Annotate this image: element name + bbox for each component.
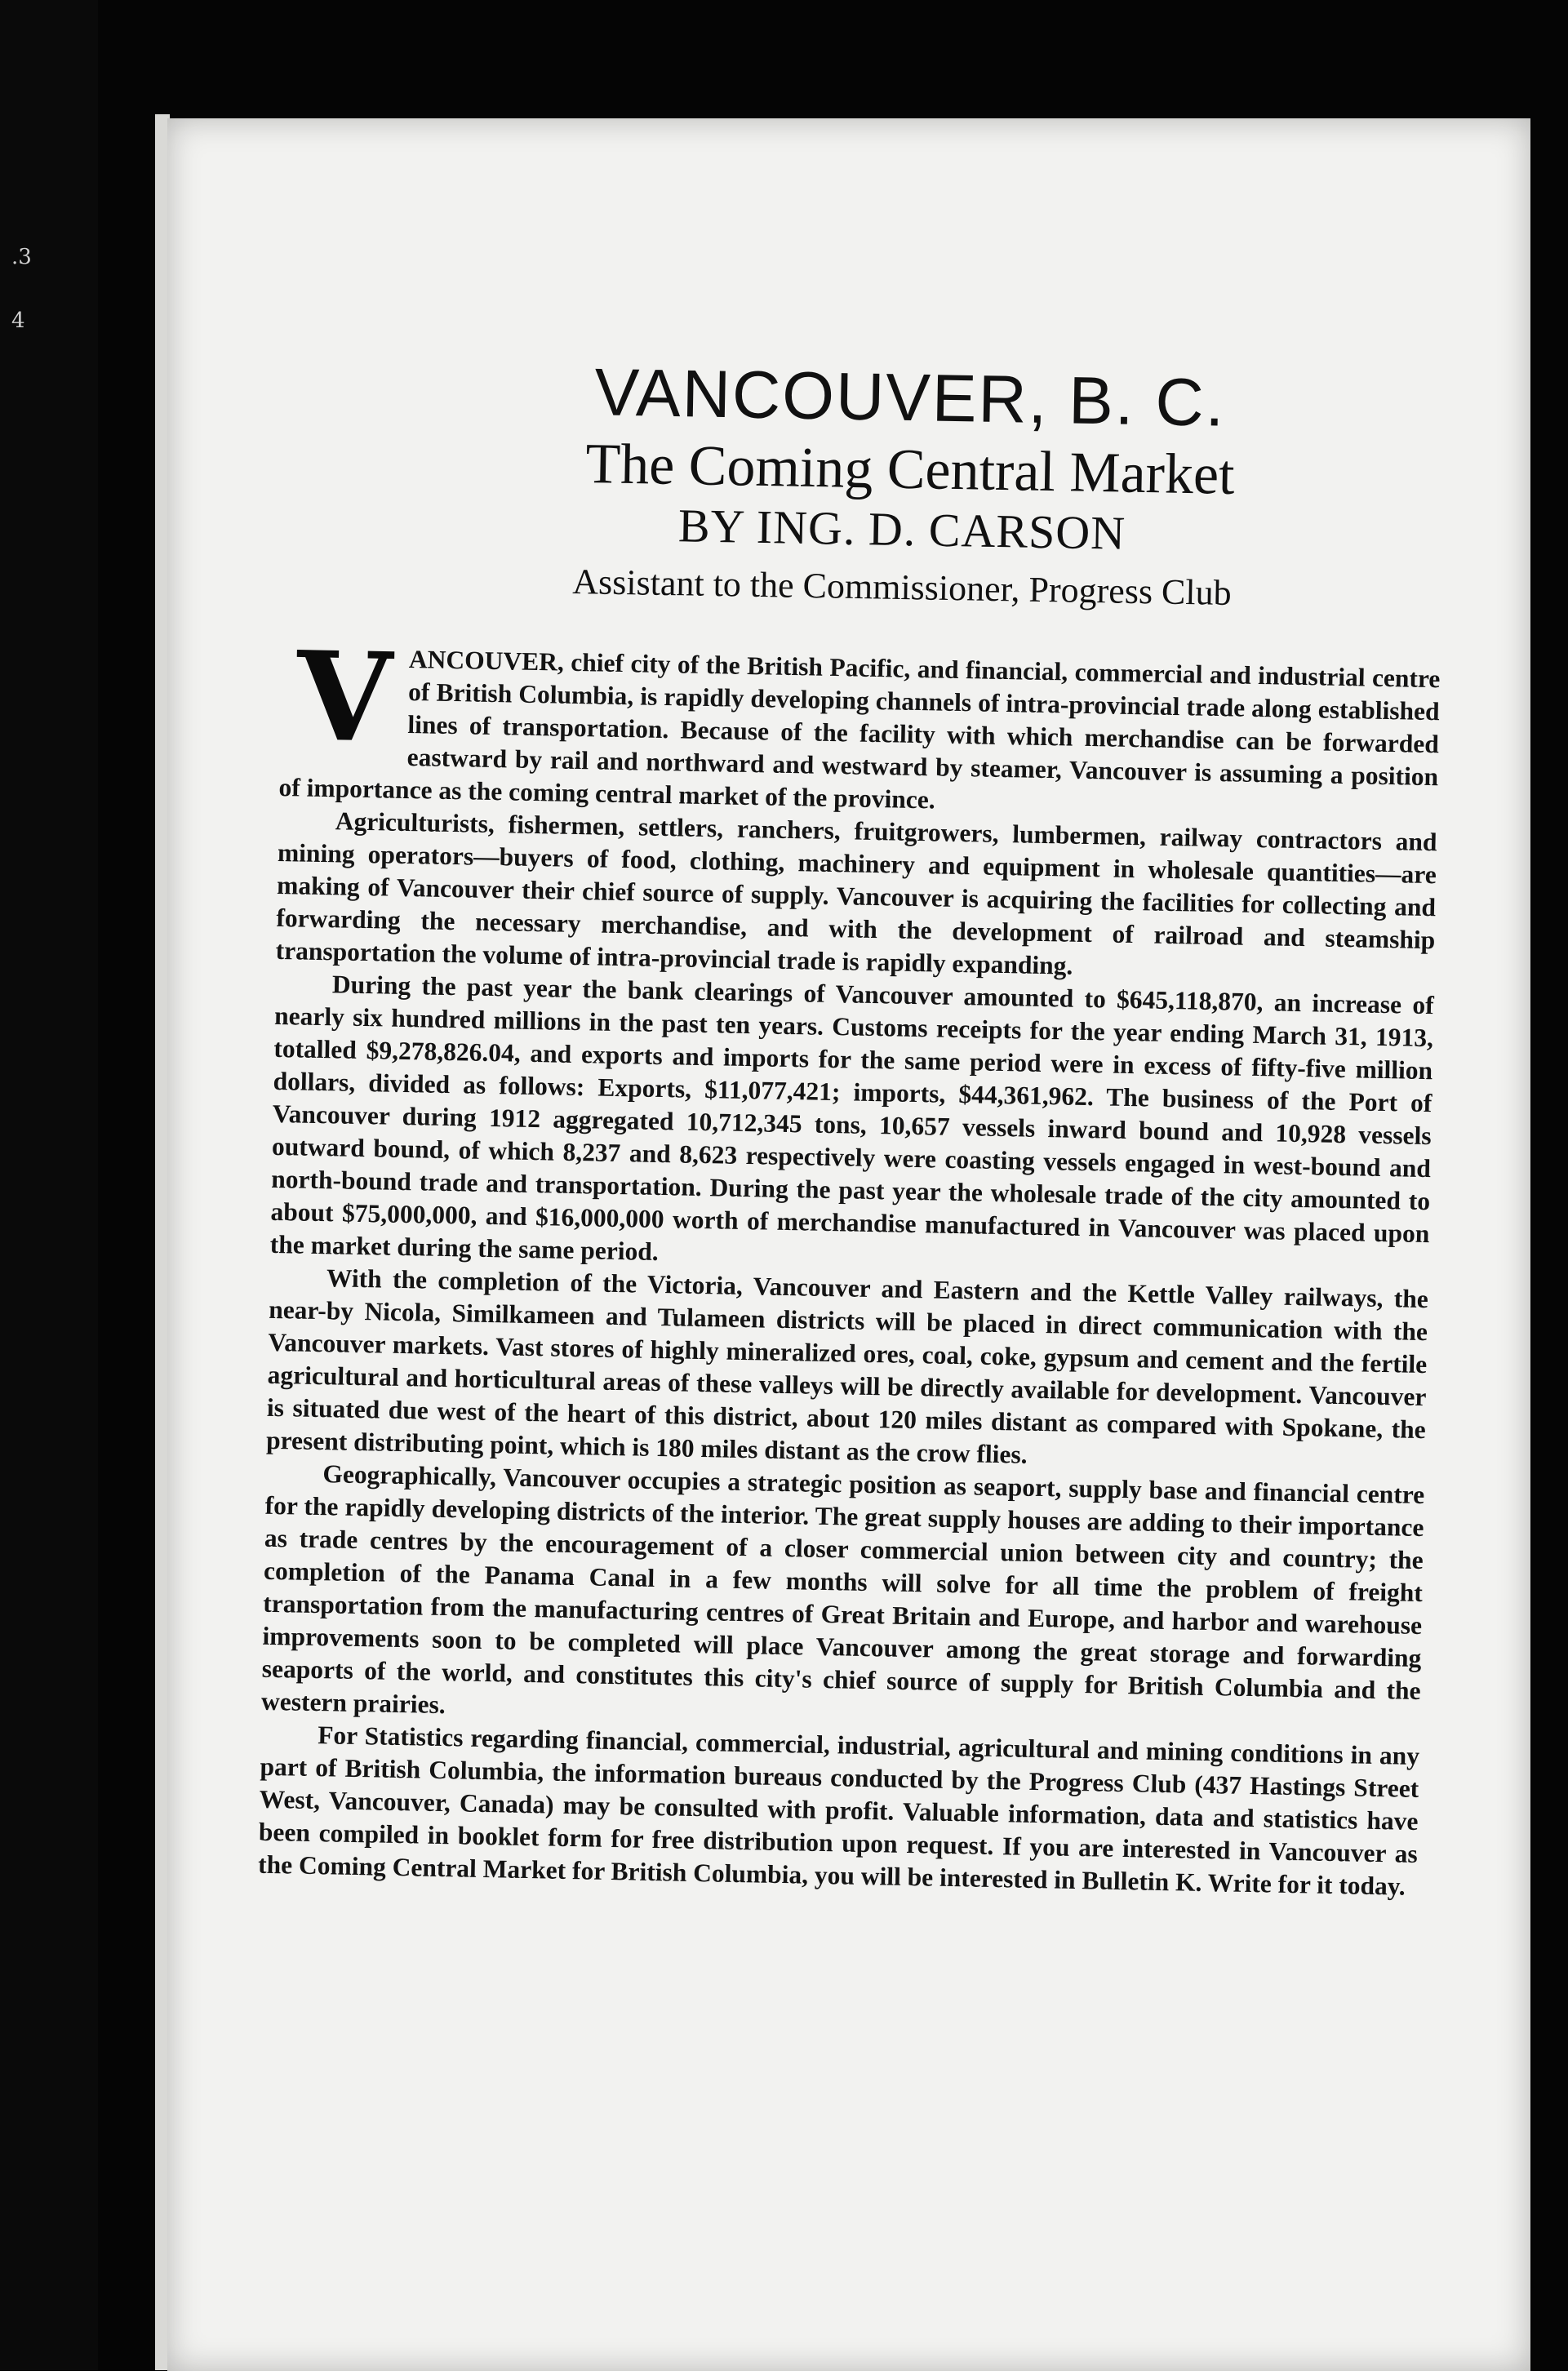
- paragraph-4: With the completion of the Victoria, Vancouver and Eastern and the Kettle Valley railways, the near-by Nicola, Similkameen and Tulameen districts will be placed in direct communication with the Vancouver markets. Vast stores of highly mineralized ores, coal, coke, gypsum and cement and the fertile agricultural and horticultural areas of these valleys will be directly available for development. Vancouver is situated due west of the heart of this district, about 120 miles distant as compared with Spokane, the present distributing point, which is 180 miles distant as the crow flies.: [265, 1263, 1429, 1469]
- paragraph-1: [278, 624, 1441, 826]
- document-page: [167, 118, 1530, 2371]
- drop-cap: V: [295, 624, 393, 770]
- article-byline: BY ING. D. CARSON: [677, 498, 1126, 560]
- margin-mark: .3: [11, 245, 32, 269]
- paragraph-5: Geographically, Vancouver occupies a strategic position as seaport, supply base and financial centre for the rapidly developing districts of the interior. The great supply houses are adding to their importance as trade centres by the encouragement of a closer commercial union between city and country; the completion of the Panama Canal in a few months will solve for all time the problem of freight transportation from the manufacturing centres of Great Britain and Europe, and harbor and warehouse improvements soon to be completed will place Vancouver among the great storage and forwarding seaports of the world, and constitutes this city's chief source of supply for British Columbia and the western prairies.: [260, 1459, 1425, 1720]
- paragraph-2: Agriculturists, fishermen, settlers, ranchers, fruitgrowers, lumbermen, railway contractors and mining operators—buyers of food, clothing, machinery and equipment in wholesale quantities—are making of Vancouver their chief source of supply. Vancouver is acquiring the facilities for collecting and forwarding the necessary merchandise, and with the development of railroad and steamship transportation the volume of intra-provincial trade is rapidly expanding.: [275, 806, 1437, 980]
- paragraph-6: For Statistics regarding financial, commercial, industrial, agricultural and mining conditions in any part of British Columbia, the information bureaus conducted by the Progress Club (437 Hastings Street West, Vancouver, Canada) may be consulted with profit. Valuable information, data and statistics have been compiled in booklet form for free distribution upon request. If you are interested in Vancouver as the Coming Central Market for British Columbia, you will be interested in Bulletin K. Write for it today.: [257, 1721, 1420, 1901]
- article-subtitle: The Coming Central Market: [584, 433, 1236, 508]
- paragraph-3: During the past year the bank clearings of Vancouver amounted to $645,118,870, an increase of nearly six hundred millions in the past ten years. Customs receipts for the year ending March 31, 1913, totalled $9,278,826.04, and exports and imports for the same period were in excess of fifty-five million dollars, divided as follows: Exports, $11,077,421; imports, $44,361,962. The business of the Port of Vancouver during 1912 aggregated 10,712,345 tons, 10,657 vessels inward bound and 10,928 vessels outward bound, of which 8,237 and 8,623 respectively were coasting vessels engaged in west-bound and north-bound trade and transportation. During the past year the wholesale trade of the city amounted to about $75,000,000, and $16,000,000 worth of merchandise manufactured in Vancouver was placed upon the market during the same period.: [269, 970, 1435, 1266]
- margin-mark: 4: [11, 309, 25, 333]
- article-header: [167, 355, 1530, 614]
- author-position: Assistant to the Commissioner, Progress Club: [571, 562, 1233, 614]
- paragraph-text: ANCOUVER, chief city of the British Pacific, and financial, commercial and industrial centre of British Columbia, is rapidly developing channels of intra-provincial trade along established lines of transportation. Because of the facility with which merchandise can be forwarded eastward by rail and northward and westward by steamer, Vancouver is assuming a position of importance as the coming central market of the province.: [278, 645, 1441, 815]
- article-title: VANCOUVER, B. C.: [593, 355, 1227, 441]
- article-body: [257, 624, 1441, 1903]
- adjacent-page-strip: [0, 0, 98, 2370]
